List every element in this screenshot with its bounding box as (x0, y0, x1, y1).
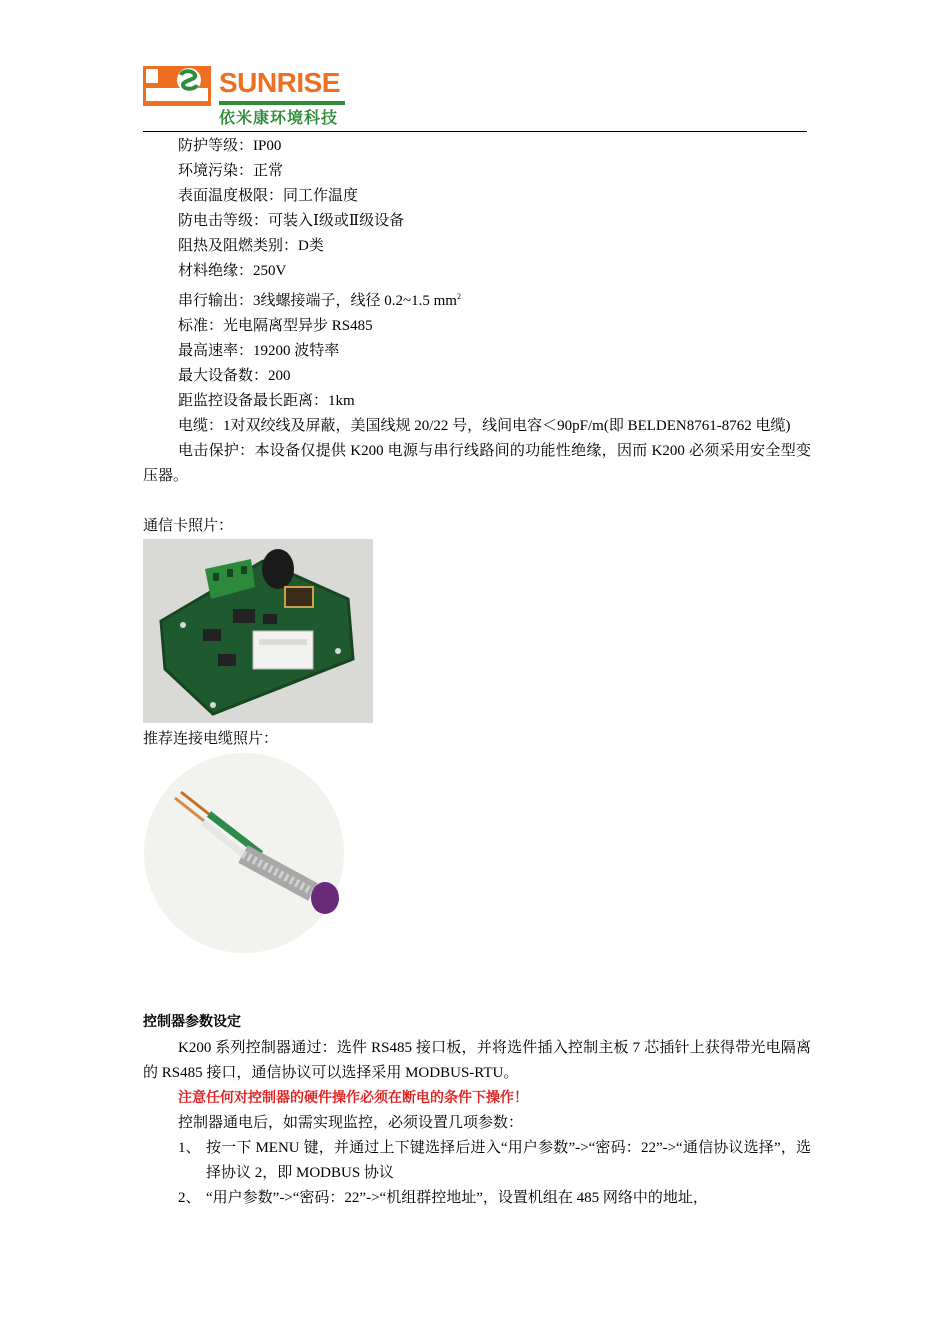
spec-standard: 标准：光电隔离型异步 RS485 (178, 318, 373, 334)
brand-underline (219, 101, 345, 105)
steps-intro: 控制器通电后，如需实现监控，必须设置几项参数： (178, 1115, 524, 1131)
page-header (143, 66, 807, 134)
spec-serial-output (143, 284, 811, 314)
warning-text: 注意任何对控制器的硬件操作必须在断电的条件下操作！ (178, 1090, 528, 1106)
spec-insulation: 材料绝缘：250V (178, 263, 287, 279)
spec-max-distance: 距监控设备最长距离：1km (178, 393, 355, 409)
list-item-text: 按一下 MENU 键，并通过上下键选择后进入“用户参数”->“密码：22”->“通信协议选择”，选择协议 2，即 MODBUS 协议 (206, 1140, 811, 1181)
serial-output-sup: 2 (456, 292, 461, 301)
sunrise-logo-icon (143, 66, 211, 106)
company-name-cn: 依米康环境科技 (219, 108, 339, 127)
spec-pollution: 环境污染：正常 (178, 163, 284, 179)
intro-paragraph: K200 系列控制器通过：选件 RS485 接口板，并将选件插入控制主板 7 芯插针上获得带光电隔离的 RS485 接口，通信协议可以选择采用 MODBUS-RTU。 (143, 1040, 811, 1081)
serial-output-text: 串行输出：3线螺接端子，线径 0.2~1.5 mm (178, 293, 457, 309)
header-divider (143, 131, 807, 132)
spacer (143, 958, 811, 983)
spec-shock-protection: 电击保护：本设备仅提供 K200 电源与串行线路间的功能性绝缘，因而 K200 必须采用安全型变压器。 (143, 443, 811, 484)
spec-flame-class: 阻热及阻燃类别：D类 (178, 238, 324, 254)
spec-shock-class: 防电击等级：可装入Ⅰ级或Ⅱ级设备 (178, 213, 405, 229)
list-item (143, 1186, 811, 1211)
list-item (143, 1136, 811, 1186)
list-item-number: 1、 (178, 1140, 201, 1156)
brand-name: SUNRISE (219, 67, 340, 98)
recommended-cable-photo (143, 752, 345, 954)
spec-surface-temp: 表面温度极限：同工作温度 (178, 188, 359, 204)
communication-card-photo (143, 539, 373, 723)
document-body (143, 134, 811, 1211)
list-item-number: 2、 (178, 1190, 201, 1206)
spacer (143, 489, 811, 514)
spec-cable: 电缆：1对双绞线及屏蔽，美国线规 20/22 号，线间电容＜90pF/m(即 BELDEN8761-8762 电缆) (178, 418, 791, 434)
spec-max-devices: 最大设备数：200 (178, 368, 291, 384)
spacer (143, 983, 811, 1008)
spec-protection-level: 防护等级：IP00 (178, 138, 282, 154)
list-item-text: “用户参数”->“密码：22”->“机组群控地址”，设置机组在 485 网络中的地址， (206, 1190, 708, 1206)
section-title: 控制器参数设定 (143, 1014, 241, 1030)
spec-max-rate: 最高速率：19200 波特率 (178, 343, 340, 359)
board-photo-caption: 通信卡照片： (143, 518, 234, 534)
cable-photo-caption: 推荐连接电缆照片： (143, 731, 279, 747)
